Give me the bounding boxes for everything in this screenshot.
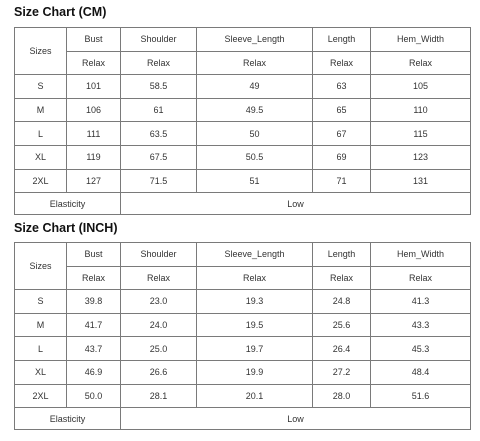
shoulder-cell: 26.6 xyxy=(121,360,197,384)
length-cell: 24.8 xyxy=(313,290,371,314)
sleeve-length-fit: Relax xyxy=(197,266,313,290)
length-fit: Relax xyxy=(313,266,371,290)
length-cell: 71 xyxy=(313,169,371,193)
sleeve-length-cell: 20.1 xyxy=(197,384,313,408)
bust-cell: 106 xyxy=(67,98,121,122)
table-row xyxy=(15,75,471,99)
size-cell: L xyxy=(15,337,67,361)
size-cell: M xyxy=(15,98,67,122)
length-fit: Relax xyxy=(313,51,371,75)
header-row xyxy=(15,28,471,52)
hem-width-cell: 43.3 xyxy=(371,313,471,337)
hem-width-fit: Relax xyxy=(371,266,471,290)
hem-width-cell: 105 xyxy=(371,75,471,99)
size-cell: 2XL xyxy=(15,384,67,408)
table-row xyxy=(15,145,471,169)
elasticity-label: Elasticity xyxy=(15,408,121,430)
elasticity-value: Low xyxy=(121,193,471,215)
hem-width-cell: 51.6 xyxy=(371,384,471,408)
bust-cell: 46.9 xyxy=(67,360,121,384)
shoulder-header: Shoulder xyxy=(121,243,197,267)
sleeve-length-cell: 19.3 xyxy=(197,290,313,314)
bust-cell: 119 xyxy=(67,145,121,169)
shoulder-fit: Relax xyxy=(121,51,197,75)
header-row xyxy=(15,243,471,267)
shoulder-header: Shoulder xyxy=(121,28,197,52)
table-row xyxy=(15,290,471,314)
hem-width-cell: 110 xyxy=(371,98,471,122)
size-chart-cm-title: Size Chart (CM) xyxy=(14,5,107,19)
shoulder-cell: 24.0 xyxy=(121,313,197,337)
length-cell: 67 xyxy=(313,122,371,146)
bust-fit: Relax xyxy=(67,266,121,290)
sleeve-length-cell: 19.5 xyxy=(197,313,313,337)
sleeve-length-cell: 49 xyxy=(197,75,313,99)
length-cell: 26.4 xyxy=(313,337,371,361)
table-row xyxy=(15,169,471,193)
size-cell: XL xyxy=(15,145,67,169)
sleeve-length-cell: 50 xyxy=(197,122,313,146)
hem-width-cell: 45.3 xyxy=(371,337,471,361)
bust-cell: 101 xyxy=(67,75,121,99)
shoulder-cell: 61 xyxy=(121,98,197,122)
length-cell: 28.0 xyxy=(313,384,371,408)
table-row xyxy=(15,360,471,384)
elasticity-row xyxy=(15,193,471,215)
table-row xyxy=(15,122,471,146)
sleeve-length-cell: 19.7 xyxy=(197,337,313,361)
size-chart-inch-title: Size Chart (INCH) xyxy=(14,221,118,235)
bust-cell: 39.8 xyxy=(67,290,121,314)
length-cell: 63 xyxy=(313,75,371,99)
shoulder-cell: 63.5 xyxy=(121,122,197,146)
hem-width-cell: 123 xyxy=(371,145,471,169)
length-cell: 27.2 xyxy=(313,360,371,384)
shoulder-cell: 58.5 xyxy=(121,75,197,99)
shoulder-cell: 71.5 xyxy=(121,169,197,193)
size-chart-cm-table xyxy=(14,27,471,215)
shoulder-cell: 67.5 xyxy=(121,145,197,169)
hem-width-header: Hem_Width xyxy=(371,28,471,52)
bust-cell: 41.7 xyxy=(67,313,121,337)
table-row xyxy=(15,313,471,337)
sizes-header: Sizes xyxy=(15,28,67,75)
hem-width-cell: 131 xyxy=(371,169,471,193)
elasticity-row xyxy=(15,408,471,430)
hem-width-header: Hem_Width xyxy=(371,243,471,267)
bust-cell: 50.0 xyxy=(67,384,121,408)
bust-header: Bust xyxy=(67,28,121,52)
sleeve-length-cell: 49.5 xyxy=(197,98,313,122)
length-header: Length xyxy=(313,243,371,267)
size-cell: XL xyxy=(15,360,67,384)
size-cell: L xyxy=(15,122,67,146)
bust-cell: 111 xyxy=(67,122,121,146)
sizes-header: Sizes xyxy=(15,243,67,290)
sleeve-length-cell: 51 xyxy=(197,169,313,193)
sleeve-length-cell: 50.5 xyxy=(197,145,313,169)
size-cell: S xyxy=(15,75,67,99)
sleeve-length-header: Sleeve_Length xyxy=(197,28,313,52)
elasticity-value: Low xyxy=(121,408,471,430)
table-row xyxy=(15,384,471,408)
bust-cell: 127 xyxy=(67,169,121,193)
bust-header: Bust xyxy=(67,243,121,267)
fit-row xyxy=(15,266,471,290)
size-cell: S xyxy=(15,290,67,314)
size-chart-inch-table xyxy=(14,242,471,430)
table-row xyxy=(15,98,471,122)
fit-row xyxy=(15,51,471,75)
bust-fit: Relax xyxy=(67,51,121,75)
size-cell: M xyxy=(15,313,67,337)
sleeve-length-fit: Relax xyxy=(197,51,313,75)
sleeve-length-header: Sleeve_Length xyxy=(197,243,313,267)
length-cell: 69 xyxy=(313,145,371,169)
sleeve-length-cell: 19.9 xyxy=(197,360,313,384)
size-cell: 2XL xyxy=(15,169,67,193)
length-cell: 65 xyxy=(313,98,371,122)
shoulder-cell: 28.1 xyxy=(121,384,197,408)
hem-width-cell: 41.3 xyxy=(371,290,471,314)
table-row xyxy=(15,337,471,361)
shoulder-cell: 25.0 xyxy=(121,337,197,361)
shoulder-fit: Relax xyxy=(121,266,197,290)
elasticity-label: Elasticity xyxy=(15,193,121,215)
shoulder-cell: 23.0 xyxy=(121,290,197,314)
hem-width-fit: Relax xyxy=(371,51,471,75)
hem-width-cell: 115 xyxy=(371,122,471,146)
length-header: Length xyxy=(313,28,371,52)
hem-width-cell: 48.4 xyxy=(371,360,471,384)
bust-cell: 43.7 xyxy=(67,337,121,361)
length-cell: 25.6 xyxy=(313,313,371,337)
